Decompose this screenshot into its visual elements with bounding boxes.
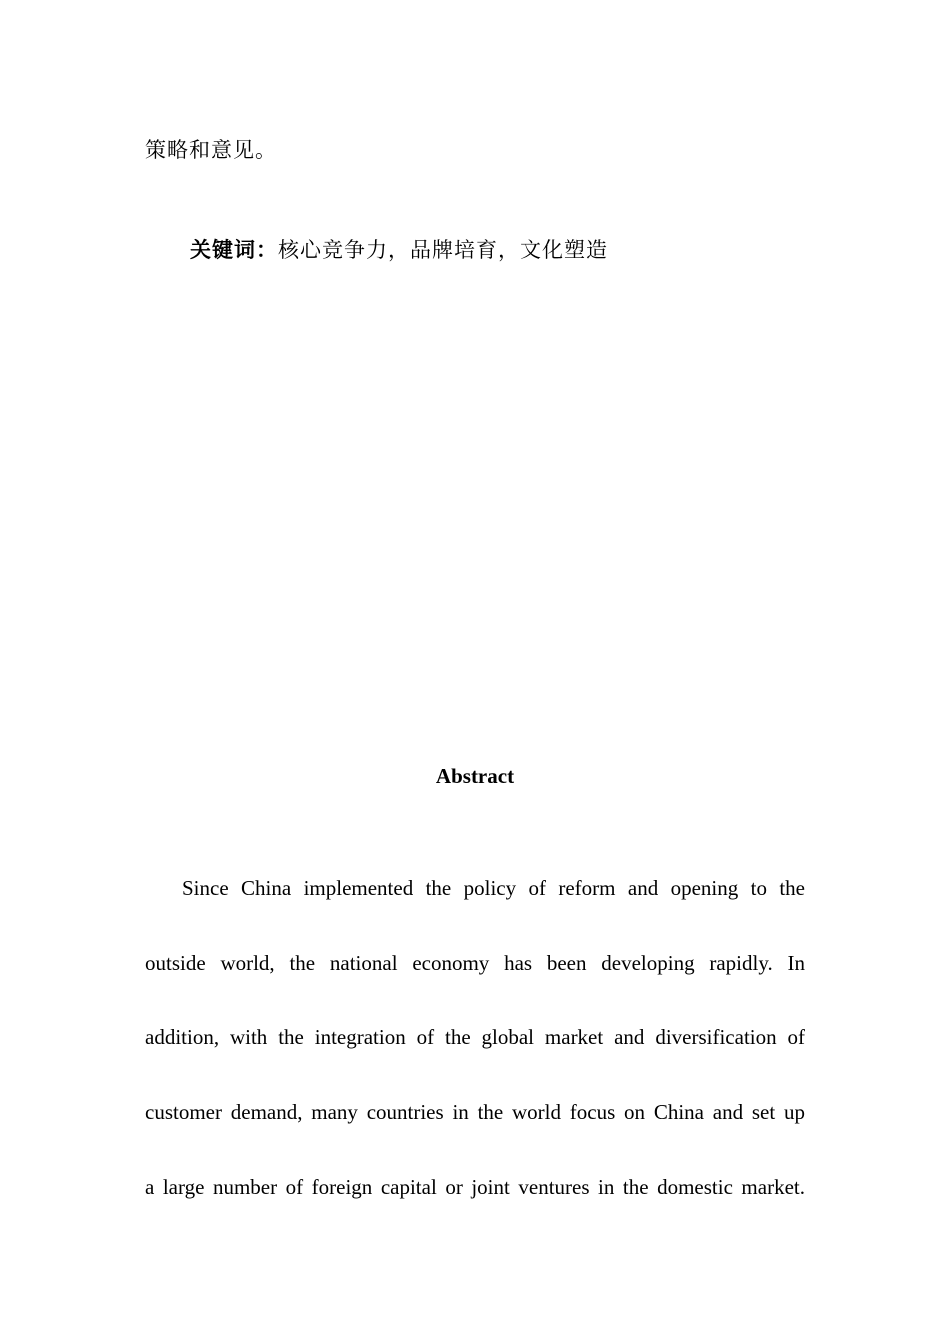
chinese-paragraph-ending: 策略和意见。 [145, 138, 277, 162]
abstract-heading: Abstract [435, 764, 515, 788]
keywords-value: 核心竞争力，品牌培育，文化塑造 [278, 238, 608, 262]
abstract-line-1: Since China implemented the policy of reform and opening to the [182, 876, 805, 900]
abstract-line-5: a large number of foreign capital or joint ventures in the domestic market. [145, 1175, 805, 1199]
abstract-line-2: outside world, the national economy has been developing rapidly. In [145, 951, 805, 975]
keywords-label: 关键词： [190, 238, 278, 262]
keywords-line [190, 236, 608, 264]
abstract-line-4: customer demand, many countries in the world focus on China and set up [145, 1100, 805, 1124]
abstract-line-3: addition, with the integration of the global market and diversification of [145, 1025, 805, 1049]
